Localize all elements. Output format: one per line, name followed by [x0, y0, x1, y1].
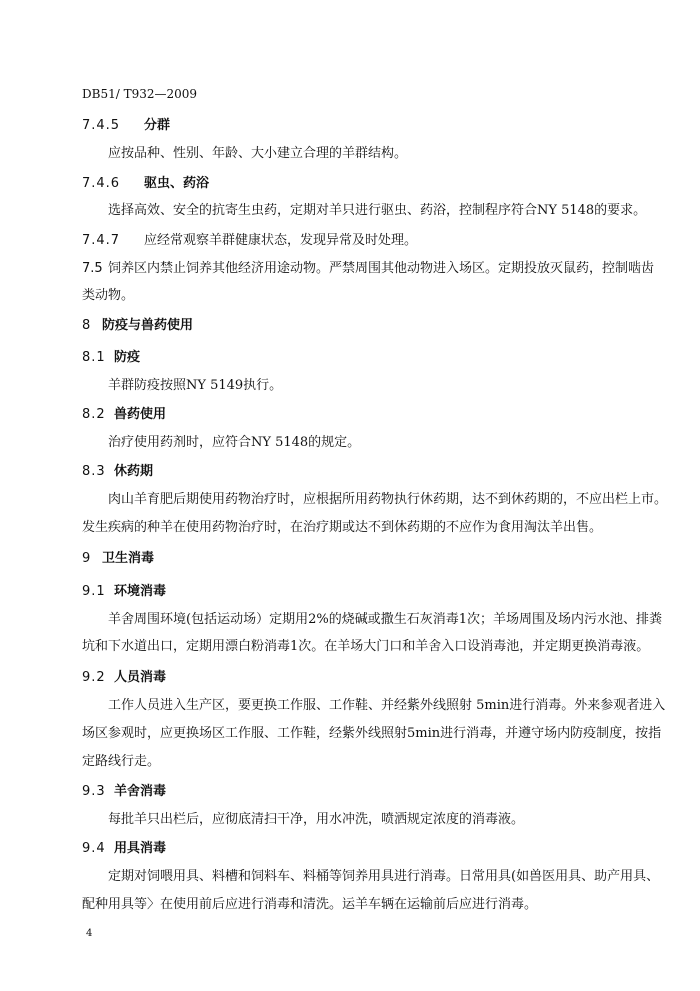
paragraph: 治疗使用药剂时，应符合NY 5148的规定。 — [108, 435, 361, 450]
section-number: 9.2 — [82, 670, 106, 685]
section-title: 羊舍消毒 — [114, 784, 167, 799]
section-heading-8-1 — [82, 349, 140, 367]
paragraph: 选择高效、安全的抗寄生虫药，定期对羊只进行驱虫、药浴，控制程序符合NY 5148的要求。 — [108, 203, 647, 218]
section-title: 用具消毒 — [114, 841, 167, 856]
section-heading-8-2 — [82, 406, 166, 424]
section-number: 9.3 — [82, 784, 106, 799]
paragraph: 羊群防疫按照NY 5149执行。 — [108, 378, 283, 393]
section-number: 7.4.6 — [82, 176, 121, 191]
section-title: 防疫 — [114, 350, 141, 365]
chapter-number: 8 — [82, 318, 91, 333]
clause-text: 应经常观察羊群健康状态，发现异常及时处理。 — [144, 233, 418, 248]
clause-7-5 — [82, 260, 654, 278]
clause-7-4-7 — [82, 232, 417, 250]
chapter-title: 防疫与兽药使用 — [102, 318, 194, 333]
section-heading-7-4-6 — [82, 175, 209, 193]
section-number: 7.4.5 — [82, 118, 121, 133]
paragraph-continued: 定路线行走。 — [82, 754, 161, 769]
section-title: 环境消毒 — [114, 584, 167, 599]
page-number: 4 — [86, 928, 93, 939]
section-heading-9-4 — [82, 840, 166, 858]
paragraph-continued: 场区参观时，应更换场区工作服、工作鞋，经紫外线照射5min进行消毒，并遵守场内防疫制度，按指 — [82, 726, 662, 741]
section-number: 9.4 — [82, 841, 106, 856]
section-heading-7-4-5 — [82, 117, 170, 135]
paragraph: 定期对饲喂用具、料槽和饲料车、料桶等饲养用具进行消毒。日常用具(如兽医用具、助产用具、 — [108, 869, 660, 884]
chapter-heading-8 — [82, 317, 193, 335]
section-heading-9-3 — [82, 783, 166, 801]
clause-text: 饲养区内禁止饲养其他经济用途动物。严禁周围其他动物进入场区。定期投放灭鼠药，控制啮齿 — [108, 261, 655, 276]
paragraph: 每批羊只出栏后，应彻底清扫干净，用水冲洗，喷洒规定浓度的消毒液。 — [108, 812, 525, 827]
paragraph-continued: 发生疾病的种羊在使用药物治疗时，在治疗期或达不到休药期的不应作为食用淘汰羊出售。 — [82, 520, 603, 535]
section-heading-9-2 — [82, 669, 166, 687]
paragraph: 羊舍周围环境(包括运动场）定期用2%的烧碱或撒生石灰消毒1次；羊场周围及场内污水池、排粪 — [108, 612, 662, 627]
paragraph: 肉山羊育肥后期使用药物治疗时，应根据所用药物执行休药期，达不到休药期的，不应出栏上市。 — [108, 492, 668, 507]
paragraph: 工作人员进入生产区，要更换工作服、工作鞋、并经紫外线照射 5min进行消毒。外来参观者进入 — [108, 698, 666, 713]
section-number: 8.1 — [82, 350, 106, 365]
section-heading-9-1 — [82, 583, 166, 601]
section-title: 休药期 — [114, 464, 154, 479]
section-heading-8-3 — [82, 463, 153, 481]
document-header: DB51/ T932—2009 — [82, 87, 198, 101]
section-number: 8.2 — [82, 407, 106, 422]
section-title: 人员消毒 — [114, 670, 167, 685]
chapter-title: 卫生消毒 — [102, 551, 155, 566]
section-number: 7.5 — [82, 261, 103, 276]
chapter-number: 9 — [82, 551, 91, 566]
chapter-heading-9 — [82, 550, 154, 568]
section-title: 兽药使用 — [114, 407, 167, 422]
section-title: 驱虫、药浴 — [144, 176, 210, 191]
section-number: 8.3 — [82, 464, 106, 479]
section-title: 分群 — [144, 118, 171, 133]
section-number: 7.4.7 — [82, 233, 121, 248]
clause-text-continued: 类动物。 — [82, 288, 135, 303]
paragraph-continued: 配种用具等〉在使用前后应进行消毒和清洗。运羊车辆在运输前后应进行消毒。 — [82, 897, 538, 912]
paragraph: 应按品种、性别、年龄、大小建立合理的羊群结构。 — [108, 146, 408, 161]
section-number: 9.1 — [82, 584, 106, 599]
paragraph-continued: 坑和下水道出口，定期用漂白粉消毒1次。在羊场大门口和羊舍入口设消毒池，并定期更换消毒液。 — [82, 639, 650, 654]
